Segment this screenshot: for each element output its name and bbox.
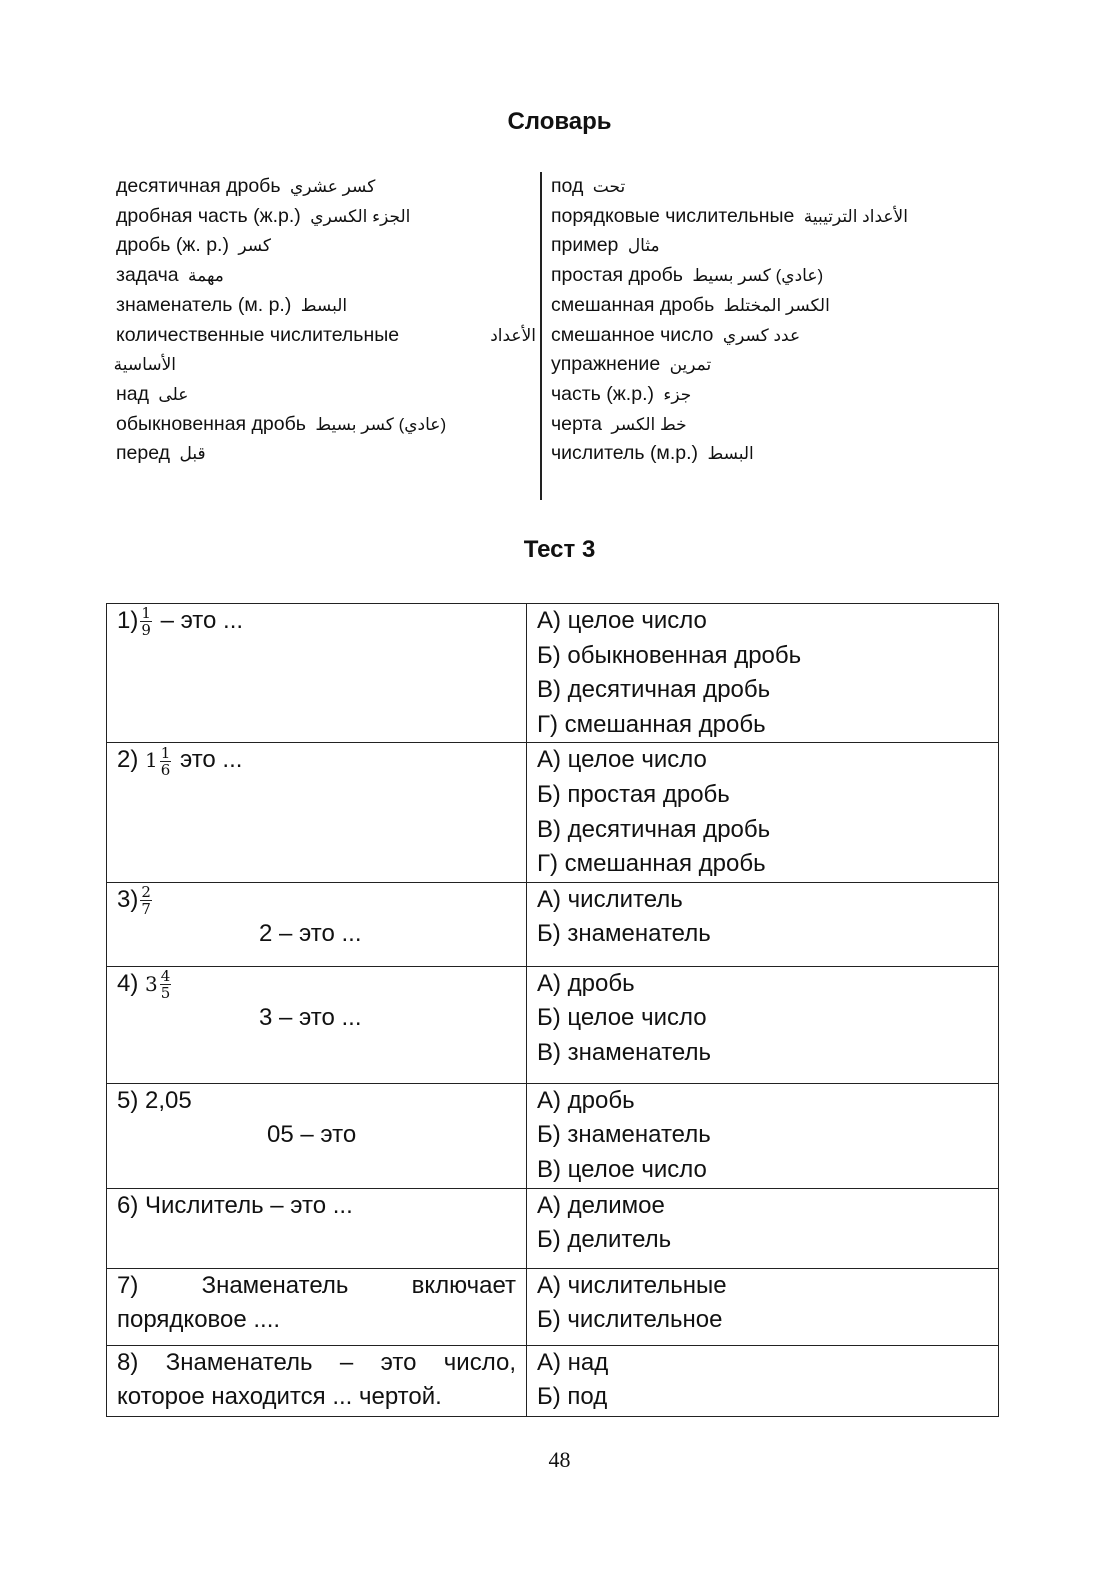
- answer-option[interactable]: В) десятичная дробь: [537, 815, 771, 843]
- answers-cell: [527, 1268, 999, 1345]
- answers-cell: [527, 604, 999, 743]
- table-row: [107, 1188, 999, 1268]
- table-row: [107, 966, 999, 1083]
- answer-option[interactable]: Б) делитель: [537, 1226, 672, 1254]
- vocab-entry: черта خط الكسر: [551, 412, 687, 435]
- answers-cell: [527, 1345, 999, 1416]
- answers-cell: [527, 966, 999, 1083]
- answer-option[interactable]: Б) знаменатель: [537, 1121, 711, 1149]
- table-row: [107, 1345, 999, 1416]
- answer-option[interactable]: Б) числительное: [537, 1306, 723, 1334]
- answer-option[interactable]: А) делимое: [537, 1191, 665, 1219]
- table-row: [107, 604, 999, 743]
- answer-option[interactable]: А) числитель: [537, 885, 683, 913]
- column-divider: [540, 172, 542, 500]
- vocab-entry: десятичная дробь كسر عشري: [116, 175, 376, 197]
- vocab-entry: простая дробь (عادي) كسر بسيط: [551, 264, 824, 287]
- question-cell: 4) 3 $\frac{4}{5}$ 3 – это ...: [107, 966, 527, 1083]
- answers-cell: [527, 1083, 999, 1188]
- question-cell: 1) $\frac{1}{9}$ – это ...: [107, 604, 527, 743]
- answer-option[interactable]: А) целое число: [537, 607, 707, 634]
- answer-option[interactable]: Б) обыкновенная дробь: [537, 641, 802, 669]
- vocab-entry: задача مهمة: [116, 264, 224, 287]
- answer-option[interactable]: Г) смешанная дробь: [537, 850, 766, 878]
- vocabulary-title: Словарь: [507, 108, 612, 135]
- answer-option[interactable]: Б) знаменатель: [537, 920, 711, 948]
- vocab-entry: под تحت: [551, 175, 626, 197]
- table-row: [107, 1268, 999, 1345]
- question-cell: 7) Знаменатель включает порядковое ....: [107, 1268, 527, 1345]
- vocab-entry: перед قبل: [116, 442, 206, 465]
- question-cell: 6) Числитель – это ...: [107, 1188, 527, 1268]
- vocab-entry: часть (ж.р.) جزء: [551, 382, 692, 405]
- vocab-entry: обыкновенная дробь (عادي) كسر بسيط: [116, 412, 447, 435]
- question-cell: 5) 2,05 05 – это: [107, 1083, 527, 1188]
- table-row: [107, 882, 999, 966]
- vocab-entry: знаменатель (м. р.) البسط: [116, 293, 348, 316]
- vocab-entry: смешанное число عدد كسري: [551, 323, 801, 346]
- vocab-entry: упражнение تمرين: [551, 353, 712, 376]
- question-cell: 2) 1 $\frac{1}{6}$ это ...: [107, 743, 527, 882]
- fraction: $\frac{1}{9}$: [141, 604, 151, 640]
- vocab-entry: смешанная дробь الكسر المختلط: [551, 293, 830, 316]
- answer-option[interactable]: Г) смешанная дробь: [537, 710, 766, 738]
- answer-option[interactable]: А) целое число: [537, 746, 707, 774]
- answer-option[interactable]: А) дробь: [537, 969, 635, 997]
- fraction: $\frac{1}{6}$: [160, 743, 171, 779]
- question-cell: 3) $\frac{2}{7}$ 2 – это ...: [107, 882, 527, 966]
- answer-option[interactable]: В) десятичная дробь: [537, 676, 771, 704]
- fraction: $\frac{4}{5}$: [160, 966, 171, 1002]
- answer-option[interactable]: А) числительные: [537, 1271, 727, 1299]
- answer-option[interactable]: Б) под: [537, 1383, 608, 1411]
- vocabulary-right-column: [551, 172, 1011, 469]
- vocab-entry: порядковые числительные الأعداد الترتيبية: [551, 204, 908, 227]
- vocab-entry: над على: [116, 382, 189, 405]
- answer-option[interactable]: В) целое число: [537, 1155, 707, 1183]
- vocab-entry: количественные числительные الأعداد: [116, 323, 536, 346]
- answers-cell: [527, 743, 999, 882]
- question-cell: 8) Знаменатель – это число, которое находится ... чертой.: [107, 1345, 527, 1416]
- answers-cell: [527, 1188, 999, 1268]
- answer-option[interactable]: Б) простая дробь: [537, 780, 730, 808]
- answer-option[interactable]: Б) целое число: [537, 1004, 707, 1032]
- answer-option[interactable]: В) знаменатель: [537, 1038, 711, 1066]
- vocab-entry: дробная часть (ж.р.) الجزء الكسري: [116, 204, 411, 227]
- table-row: [107, 1083, 999, 1188]
- page-number: 48: [548, 1447, 571, 1472]
- vocab-entry-continuation: الأساسية: [113, 355, 176, 375]
- vocab-entry: числитель (м.р.) البسط: [551, 442, 754, 465]
- vocab-entry: пример مثال: [551, 234, 660, 257]
- test-table: [106, 603, 999, 1417]
- answer-option[interactable]: А) дробь: [537, 1086, 635, 1114]
- table-row: [107, 743, 999, 882]
- vocab-entry: дробь (ж. р.) كسر: [116, 234, 272, 257]
- vocabulary-left-column: [113, 172, 536, 469]
- answers-cell: [527, 882, 999, 966]
- test-title: Тест 3: [523, 536, 596, 563]
- fraction: $\frac{2}{7}$: [141, 882, 151, 918]
- answer-option[interactable]: А) над: [537, 1348, 609, 1376]
